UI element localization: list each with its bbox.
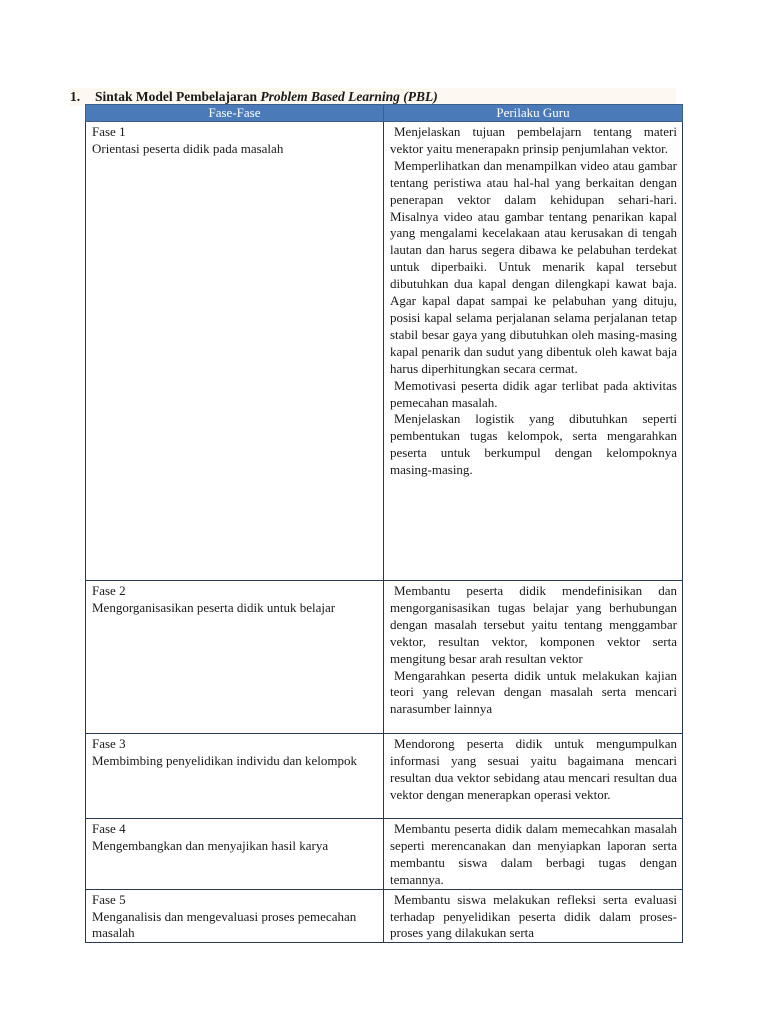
behavior-item: Menjelaskan logistik yang dibutuhkan seperti pembentukan tugas kelompok, serta mengarahkan peserta untuk berkumpul dengan kelompoknya masing-masing. — [390, 411, 677, 478]
phase-label: Fase 1 — [92, 124, 126, 139]
table-row — [86, 581, 683, 734]
behavior-item: Membantu siswa melakukan refleksi serta evaluasi terhadap penyelidikan peserta didik dalam proses-proses yang dilakukan serta — [390, 891, 677, 941]
behavior-item: Membantu peserta didik dalam memecahkan masalah seperti merencanakan dan menyiapkan laporan serta membantu siswa dalam berbagi tugas dengan temannya. — [390, 821, 677, 887]
behavior-cell — [384, 734, 683, 819]
table-row — [86, 889, 683, 943]
behavior-item: Mengarahkan peserta didik untuk melakukan kajian teori yang relevan dengan masalah serta mencari narasumber lainnya — [390, 667, 677, 717]
section-number: 1. — [70, 89, 81, 104]
behavior-cell — [384, 581, 683, 734]
phase-description: Mengembangkan dan menyajikan hasil karya — [92, 837, 329, 853]
phase-cell — [86, 819, 384, 890]
phase-cell — [86, 734, 384, 819]
phase-description: Menganalisis dan mengevaluasi proses pemecahan masalah — [92, 908, 357, 941]
table-row — [86, 819, 683, 890]
phase-label: Fase 2 — [92, 583, 126, 598]
phase-description: Mengorganisasikan peserta didik untuk belajar — [92, 599, 336, 615]
behavior-cell — [384, 889, 683, 943]
phase-description: Orientasi peserta didik pada masalah — [92, 140, 284, 156]
phase-label: Fase 3 — [92, 736, 126, 751]
section-title: Sintak Model Pembelajaran — [95, 89, 257, 104]
table-row — [86, 122, 683, 581]
behavior-item: Menjelaskan tujuan pembelajarn tentang materi vektor yaitu menerapakn prinsip penjumlahan vektor. — [390, 124, 677, 156]
phase-description: Membimbing penyelidikan individu dan kelompok — [92, 752, 358, 768]
phase-label: Fase 4 — [92, 821, 126, 836]
behavior-item: Mendorong peserta didik untuk mengumpulkan informasi yang sesuai yaitu bagaimana mencari resultan dua vektor sebidang atau mencari resultan dua vektor dengan menerapkan operasi vektor. — [390, 736, 677, 802]
phase-cell — [86, 889, 384, 943]
behavior-item: Memperlihatkan dan menampilkan video atau gambar tentang peristiwa atau hal-hal yang berkaitan dengan penerapan vektor dalam kehidupan sehari-hari. Misalnya video atau gambar tentang penarikan kapal yang mengalami kecelakaan atau kerusakan di tengah lautan dan harus segera dibawa ke pelabuhan terdekat untuk diperbaiki. Untuk menarik kapal tersebut dibutuhkan dua kapal dengan dilengkapi kawat baja. Agar kapal dapat sampai ke pelabuhan yang dituju, posisi kapal selama perjalanan selama perjalanan tetap stabil besar gaya yang dibutuhkan oleh masing-masing kapal penarik dan sudut yang dibentuk oleh kawat baja harus diperhitungkan secara cermat. — [390, 157, 677, 376]
behavior-item: Memotivasi peserta didik agar terlibat pada aktivitas pemecahan masalah. — [390, 377, 677, 410]
behavior-item: Membantu peserta didik mendefinisikan dan mengorganisasikan tugas belajar yang berhubungan dengan masalah tersebut yaitu tentang menggambar vektor, resultan vektor, komponen vektor serta mengitung besar arah resultan vektor — [390, 583, 677, 666]
table-row — [86, 734, 683, 819]
column-header-phases: Fase-Fase — [86, 105, 384, 122]
behavior-cell — [384, 122, 683, 581]
phase-label: Fase 5 — [92, 891, 126, 907]
phase-cell — [86, 122, 384, 581]
column-header-teacher-behavior: Perilaku Guru — [384, 105, 683, 122]
table-header-row — [86, 105, 683, 122]
section-title-italic: Problem Based Learning (PBL) — [260, 89, 438, 104]
behavior-cell — [384, 819, 683, 890]
phase-cell — [86, 581, 384, 734]
pbl-syntax-table — [85, 104, 683, 943]
